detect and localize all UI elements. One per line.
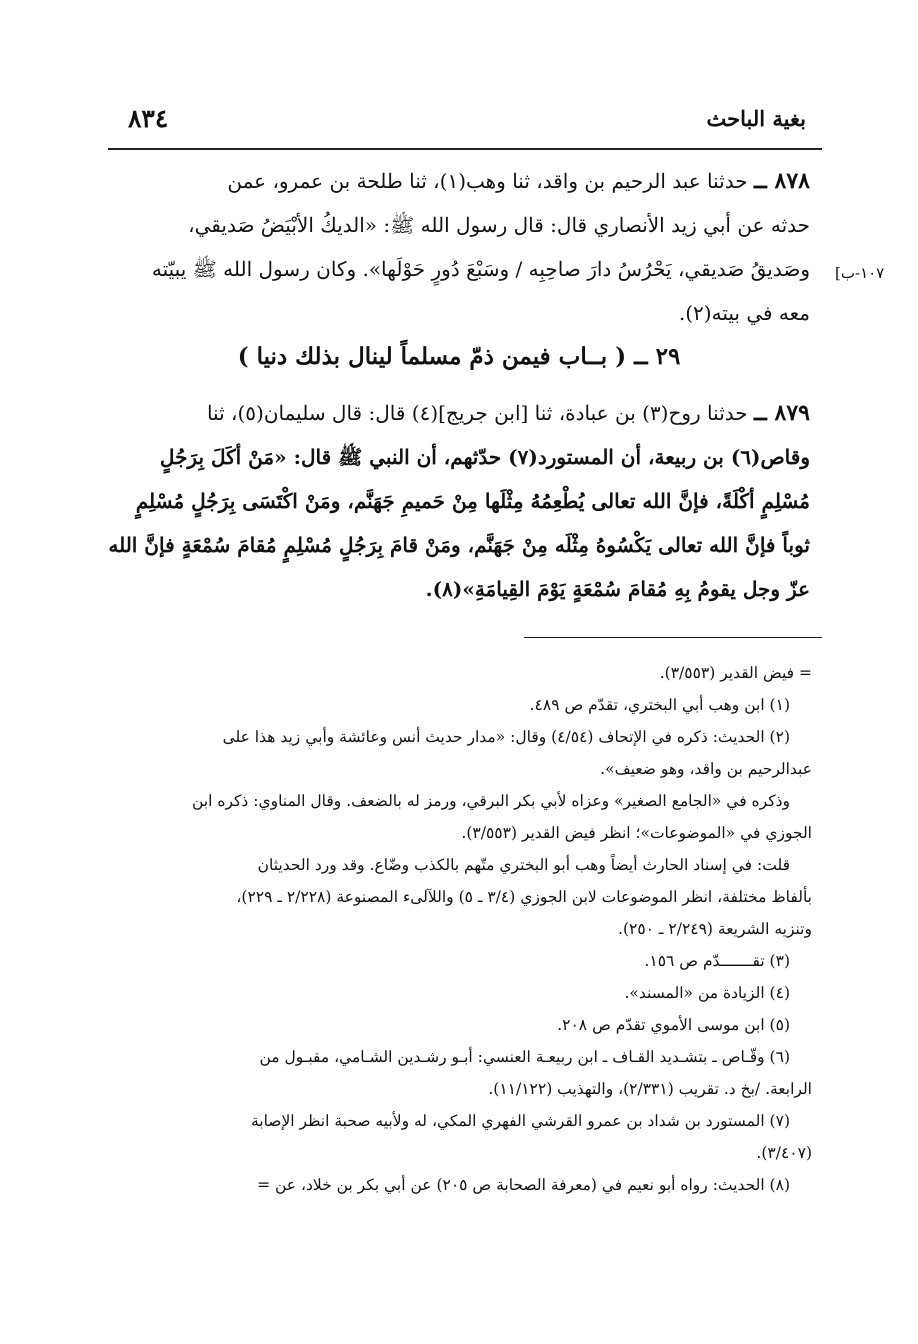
hadith-878-line-3: وصَديقُ صَديقي، يَحْرُسُ دارَ صاحِبِه / وسَبْعَ دُورٍ حَوْلَها». وكان رسول الله ﷺ يبيّته [151, 257, 810, 281]
footnote-2: (٢) الحديث: ذكره في الإتحاف (٤/٥٤) وقال: «مدار حديث أنس وعائشة وأبي زيد هذا على [222, 728, 790, 746]
hadith-879-text: حدثنا روح(٣) بن عبادة، ثنا [ابن جريج](٤) قال: قال سليمان(٥)، ثنا [206, 401, 748, 425]
footnote-4: (٤) الزيادة من «المسند». [624, 984, 790, 1002]
hadith-879-line-2: وقاص(٦) بن ربيعة، أن المستورد(٧) حدّثهم، أن النبي ﷺ قال: «مَنْ أكَلَ بِرَجُلٍ [159, 445, 810, 469]
footnote-2-cont-1: عبدالرحيم بن واقد، وهو ضعيف». [600, 760, 812, 778]
hadith-878-text: حدثنا عبد الرحيم بن واقد، ثنا وهب(١)، ثنا طلحة بن عمرو، عمن [227, 169, 748, 193]
footnote-2-cont-4: قلت: في إسناد الحارث أيضاً وهب أبو البختري متّهم بالكذب وضّاع. وقد ورد الحديثان [257, 856, 790, 874]
footnote-6: (٦) وقّـاص ـ بتشـديد القـاف ـ ابن ربيعـة العنسي: أبـو رشـدين الشـامي، مقبـول من [259, 1048, 790, 1066]
footnote-8: (٨) الحديث: رواه أبو نعيم في (معرفة الصحابة ص ٢٠٥) عن أبي بكر بن خلاد، عن = [257, 1176, 790, 1194]
footnote-3: (٣) تقـــــــدّم ص ١٥٦. [644, 952, 790, 970]
footnote-2-cont-3: الجوزي في «الموضوعات»؛ انظر فيض القدير (٣/٥٥٣). [461, 824, 812, 842]
footnote-2-cont-2: وذكره في «الجامع الصغير» وعزاه لأبي بكر البرقي، ورمز له بالضعف. وقال المناوي: ذكره ابن [192, 792, 790, 810]
hadith-878-line-4: معه في بيته(٢). [678, 301, 810, 325]
hadith-879-line-4: ثوباً فإنَّ الله تعالى يَكْسُوهُ مِثْلَه مِنْ جَهَنَّم، ومَنْ قامَ بِرَجُلٍ مُسْلِمٍ مُقامَ سُمْعَةٍ فإنَّ الله [108, 533, 810, 557]
footnote-continuation: = فيض القدير (٣/٥٥٣). [659, 664, 812, 682]
hadith-879-line-3: مُسْلِمٍ أكْلَةً، فإنَّ الله تعالى يُطْعِمُهُ مِثْلَها مِنْ حَميمِ جَهَنَّم، ومَنْ اكْتَسَى بِرَجُلٍ مُسْلِمٍ [135, 489, 810, 513]
footnote-6-cont: الرابعة. /بخ د. تقريب (٢/٣٣١)، والتهذيب (١١/١٢٢). [488, 1080, 812, 1098]
footnote-divider [524, 637, 822, 638]
footnote-1: (١) ابن وهب أبي البختري، تقدّم ص ٤٨٩. [529, 696, 790, 714]
hadith-879-number: ٨٧٩ ــ [753, 400, 810, 426]
hadith-878-number: ٨٧٨ ــ [753, 168, 810, 194]
page-number: ٨٣٤ [128, 104, 169, 133]
footnote-2-cont-6: وتنزيه الشريعة (٢/٢٤٩ ـ ٢٥٠). [618, 920, 812, 938]
header-divider [108, 148, 822, 150]
margin-note: [١٠٧-ب [835, 264, 885, 282]
hadith-878-line-1 [94, 166, 810, 196]
hadith-879-line-1 [94, 398, 810, 428]
book-title: بغية الباحث [706, 106, 806, 131]
footnote-5: (٥) ابن موسى الأموي تقدّم ص ٢٠٨. [557, 1016, 790, 1034]
hadith-879-line-5: عزّ وجل يقومُ بِهِ مُقامَ سُمْعَةٍ يَوْمَ القِيامَةِ»(٨). [425, 577, 810, 601]
footnote-7: (٧) المستورد بن شداد بن عمرو القرشي الفهري المكي، له ولأبيه صحبة انظر الإصابة [250, 1112, 790, 1130]
footnote-7-cont: (٣/٤٠٧). [756, 1144, 812, 1162]
chapter-heading: ٢٩ ــ ( بــاب فيمن ذمّ مسلماً لينال بذلك دنيا ) [237, 343, 681, 370]
hadith-878-line-2: حدثه عن أبي زيد الأنصاري قال: قال رسول الله ﷺ: «الديكُ الأبْيَضُ صَديقي، [188, 213, 810, 237]
footnote-2-cont-5: بألفاظ مختلفة، انظر الموضوعات لابن الجوزي (٣/٤ ـ ٥) واللآلىء المصنوعة (٢/٢٢٨ ـ ٢٢٩)، [236, 888, 812, 906]
